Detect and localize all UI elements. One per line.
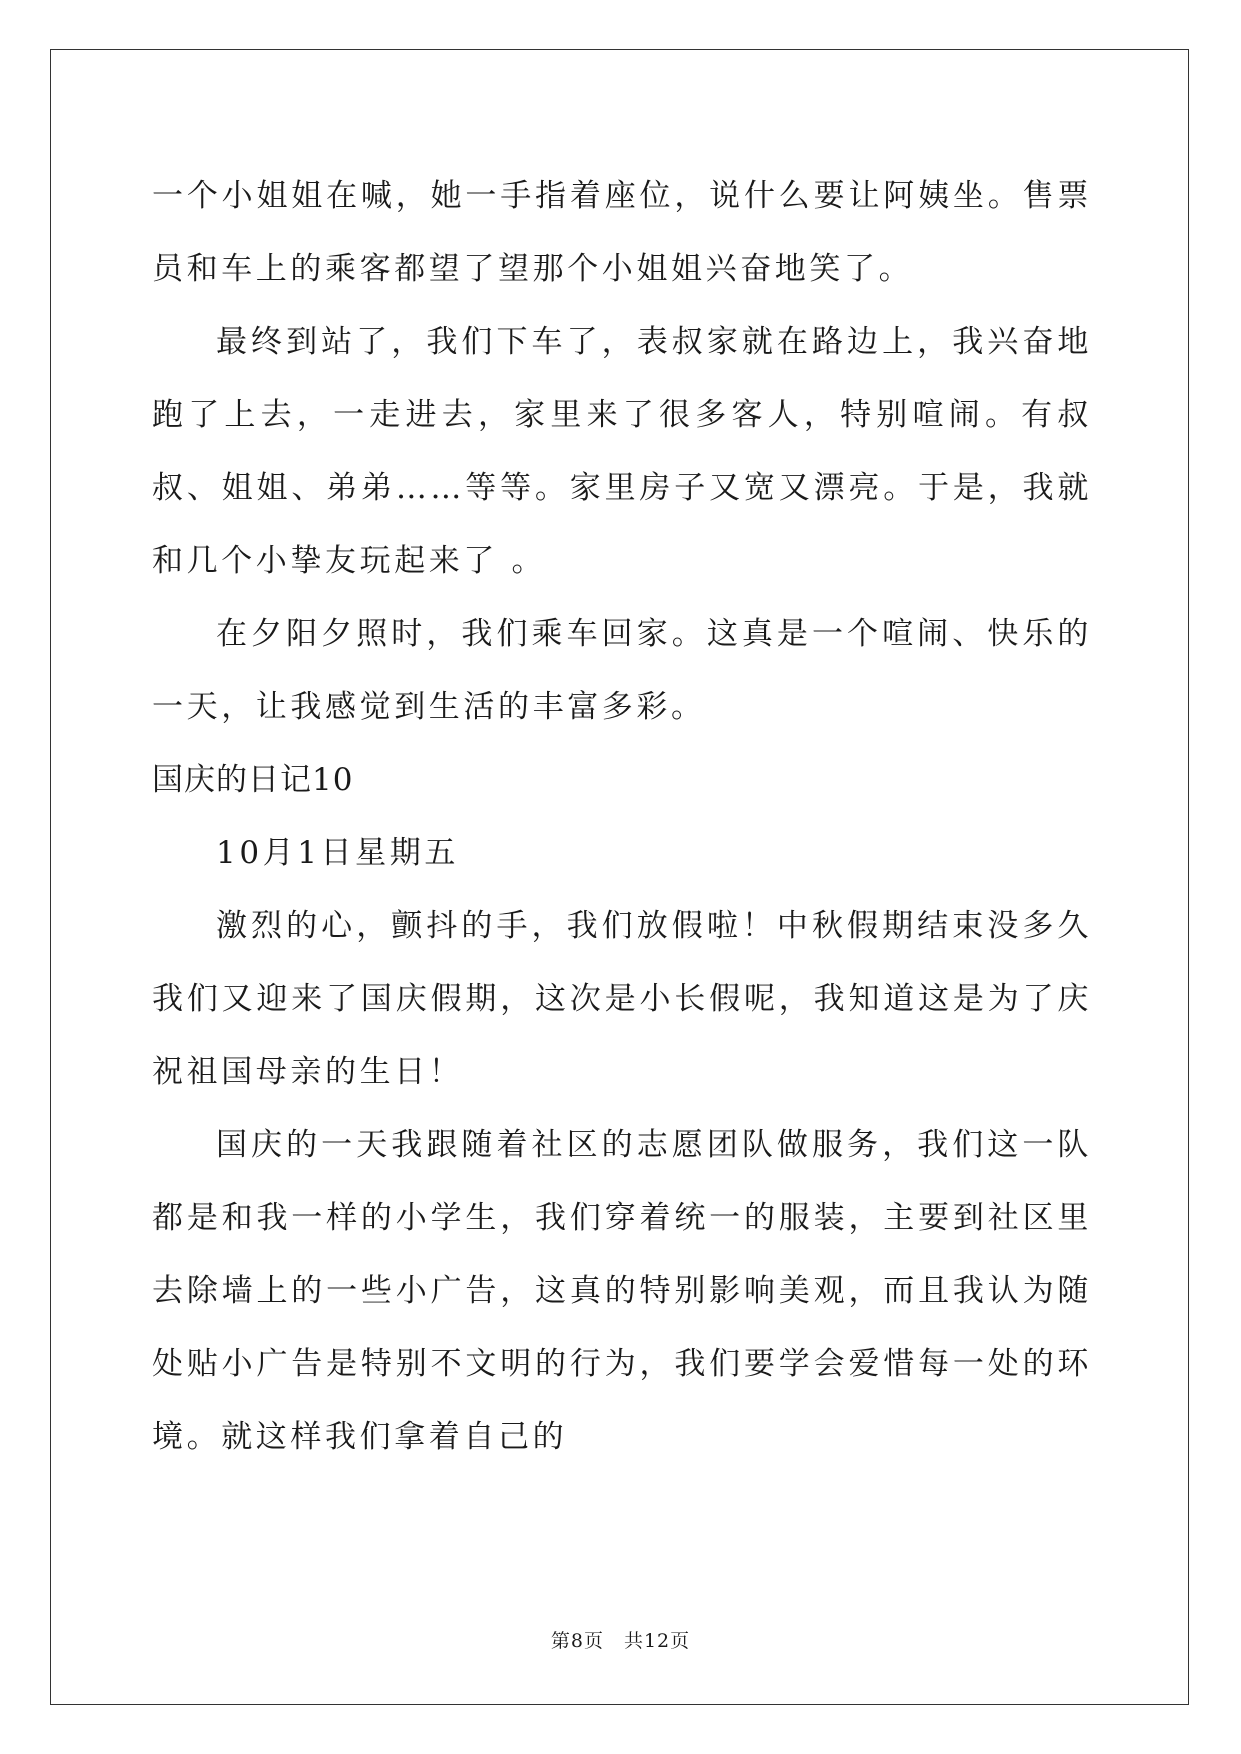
paragraph-2: 最终到站了，我们下车了，表叔家就在路边上，我兴奋地跑了上去，一走进去，家里来了很多客人，特别喧闹。有叔叔、姐姐、弟弟……等等。家里房子又宽又漂亮。于是，我就和几个小挚友玩起来了 。 — [152, 324, 1092, 579]
paragraph-3: 在夕阳夕照时，我们乘车回家。这真是一个喧闹、快乐的一天，让我感觉到生活的丰富多彩。 — [152, 616, 1092, 725]
document-body — [152, 160, 1092, 1474]
paragraph-4: 激烈的心，颤抖的手，我们放假啦！中秋假期结束没多久我们又迎来了国庆假期，这次是小长假呢，我知道这是为了庆祝祖国母亲的生日！ — [152, 908, 1092, 1090]
page-number-footer: 第8页 共12页 — [550, 1630, 691, 1652]
section-heading: 国庆的日记10 — [152, 762, 354, 798]
paragraph-1: 一个小姐姐在喊，她一手指着座位，说什么要让阿姨坐。售票员和车上的乘客都望了望那个小姐姐兴奋地笑了。 — [152, 178, 1092, 287]
date-line: 10月1日星期五 — [216, 835, 459, 871]
paragraph-5: 国庆的一天我跟随着社区的志愿团队做服务，我们这一队都是和我一样的小学生，我们穿着统一的服装，主要到社区里去除墙上的一些小广告，这真的特别影响美观，而且我认为随处贴小广告是特别不文明的行为，我们要学会爱惜每一处的环境。就这样我们拿着自己的 — [152, 1127, 1092, 1455]
